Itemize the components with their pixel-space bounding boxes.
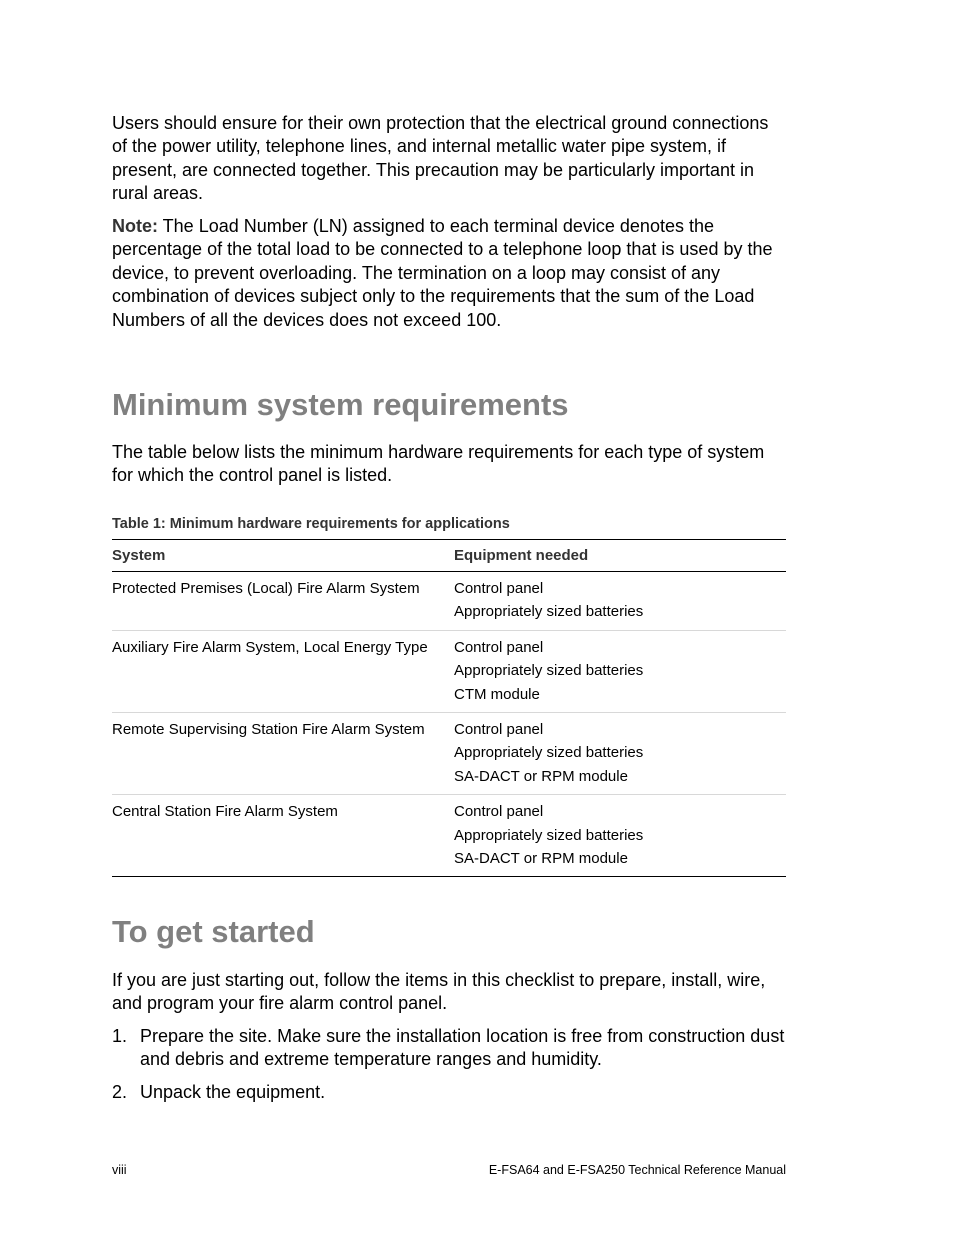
equipment-item: Control panel [454,580,544,597]
equipment-item: Control panel [454,638,544,656]
manual-title: E-FSA64 and E-FSA250 Technical Reference Manual [488,1163,786,1177]
system-cell: Central Station Fire Alarm System [112,795,454,877]
requirements-table [112,539,786,877]
equipment-cell [454,795,786,877]
equipment-cell [454,630,786,712]
system-cell: Protected Premises (Local) Fire Alarm System [112,572,454,631]
equipment-item: CTM module [454,685,540,703]
table-row [112,795,786,877]
equipment-item: SA-DACT or RPM module [454,850,628,868]
equipment-cell [454,713,786,795]
note-label: Note: [112,216,158,236]
list-item-number: 1. [112,1026,128,1046]
column-header-system: System [112,540,454,572]
equipment-item: Appropriately sized batteries [454,826,644,844]
section-heading-get-started: To get started [112,914,315,949]
equipment-item: Appropriately sized batteries [454,744,644,762]
table-header-row [112,540,786,572]
list-item-text: Prepare the site. Make sure the installation location is free from construction dust and debris and extreme temperature ranges and humidity. [140,1026,785,1070]
note-text: The Load Number (LN) assigned to each terminal device denotes the percentage of the total load to be connected to a telephone loop that is used by the device, to prevent overloading. The termination on a loop may consist of any combination of devices subject only to the requirements that the sum of the Load Numbers of all the devices does not exceed 100. [112,216,773,330]
requirements-intro: The table below lists the minimum hardware requirements for each type of system for which the control panel is listed. [112,442,765,486]
equipment-item: Control panel [454,803,544,821]
equipment-item: Appropriately sized batteries [454,603,644,621]
list-item-text: Unpack the equipment. [140,1081,326,1102]
note-paragraph [112,215,786,332]
system-cell: Auxiliary Fire Alarm System, Local Energy Type [112,630,454,712]
equipment-item: Appropriately sized batteries [454,662,644,680]
table-row [112,630,786,712]
checklist [112,1025,786,1113]
table-row [112,572,786,631]
equipment-item: SA-DACT or RPM module [454,767,628,785]
list-item [112,1025,786,1072]
table-caption: Table 1: Minimum hardware requirements for applications [112,516,510,532]
ground-paragraph: Users should ensure for their own protection that the electrical ground connections of the power utility, telephone lines, and internal metallic water pipe system, if present, are connected together. This precaution may be particularly important in rural areas. [112,113,769,204]
equipment-cell [454,572,786,631]
equipment-item: Control panel [454,721,544,739]
page-number: viii [112,1163,127,1177]
table-row [112,713,786,795]
list-item [112,1081,786,1104]
get-started-intro: If you are just starting out, follow the items in this checklist to prepare, install, wire, and program your fire alarm control panel. [112,970,766,1014]
column-header-equipment: Equipment needed [454,540,786,572]
system-cell: Remote Supervising Station Fire Alarm System [112,713,454,795]
section-heading-minimum-requirements: Minimum system requirements [112,387,569,422]
list-item-number: 2. [112,1081,128,1102]
